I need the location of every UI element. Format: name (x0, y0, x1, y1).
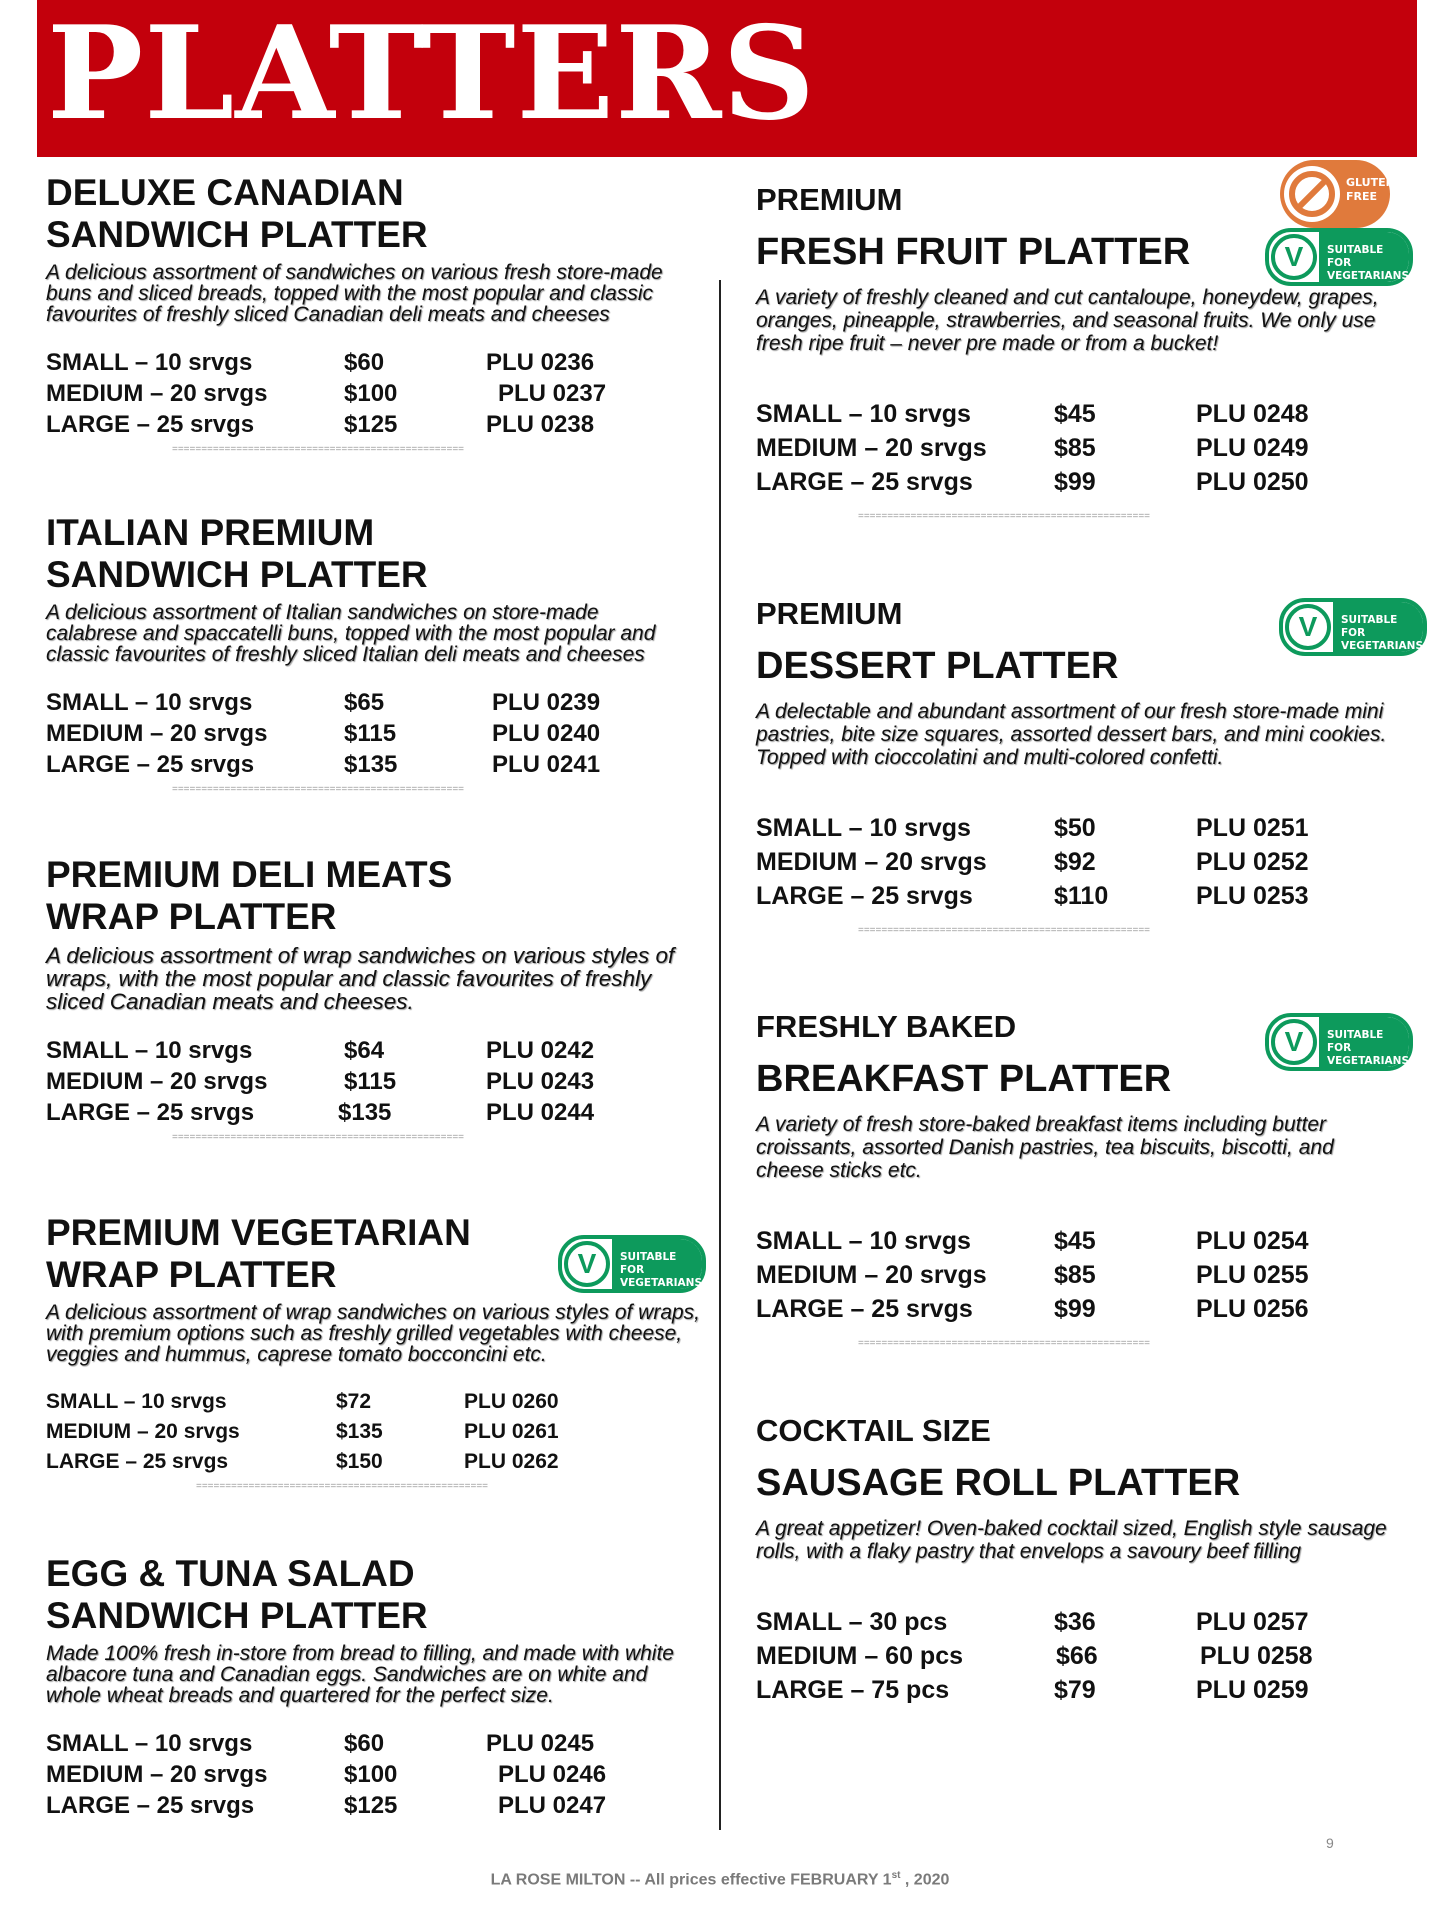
vegetarian-icon: V (1271, 234, 1317, 280)
price-row (46, 347, 706, 378)
price-row (756, 1605, 1416, 1639)
price: $45 (1054, 400, 1096, 428)
column-divider (719, 280, 721, 1830)
price-row (46, 1728, 706, 1759)
price: $100 (344, 380, 398, 407)
price-row (756, 1639, 1416, 1673)
plu-code: PLU 0261 (464, 1420, 559, 1443)
platter-title: ITALIAN PREMIUM (46, 512, 375, 553)
price: $36 (1054, 1608, 1096, 1636)
vegetarian-label (1333, 602, 1423, 652)
size-label: MEDIUM – 20 srvgs (46, 1420, 240, 1443)
price-table (46, 1728, 706, 1821)
size-label: SMALL – 10 srvgs (756, 814, 971, 842)
vegetarian-label (612, 1239, 702, 1289)
price: $60 (344, 1730, 385, 1757)
plu-code: PLU 0262 (464, 1450, 559, 1473)
platter-title: SAUSAGE ROLL PLATTER (756, 1462, 1241, 1504)
separator: ================================================== (172, 786, 464, 794)
plu-code: PLU 0247 (498, 1792, 607, 1819)
size-label: LARGE – 25 srvgs (756, 882, 973, 910)
plu-code: PLU 0237 (498, 380, 607, 407)
plu-code: PLU 0248 (1196, 400, 1309, 428)
vegetarian-icon: V (1271, 1019, 1317, 1065)
price-table (46, 1387, 706, 1477)
size-label: LARGE – 75 pcs (756, 1676, 950, 1704)
platter-description: A delicious assortment of wrap sandwiches on various styles of wraps, with premium options such as freshly grilled vegetables with cheese, veggies and hummus, caprese tomato bocconcini etc. (46, 1301, 701, 1366)
platter-title: WRAP PLATTER (46, 1254, 337, 1295)
price-row (756, 431, 1416, 465)
size-label: SMALL – 10 srvgs (46, 1037, 253, 1064)
footer-note (0, 1870, 1440, 1889)
platter-subtitle: FRESHLY BAKED (756, 1009, 1017, 1044)
plu-code: PLU 0250 (1196, 468, 1309, 496)
size-label: MEDIUM – 20 srvgs (756, 848, 987, 876)
price-row (756, 1224, 1416, 1258)
price: $100 (344, 1761, 398, 1788)
price-table (46, 1035, 706, 1128)
platter-sausage-roll (756, 1413, 1416, 1707)
footer-year: , 2020 (900, 1871, 950, 1889)
gluten-free-line1: GLUTEN (1346, 176, 1395, 189)
price: $110 (1054, 882, 1109, 910)
price: $99 (1054, 468, 1096, 496)
size-label: SMALL – 10 srvgs (46, 1390, 227, 1413)
price: $125 (344, 411, 398, 438)
gluten-free-badge (1280, 160, 1395, 228)
price-table (46, 687, 706, 780)
size-label: MEDIUM – 20 srvgs (46, 1068, 268, 1095)
vegetarian-line1: SUITABLE FOR (1327, 244, 1384, 269)
vegetarian-label (1319, 232, 1409, 282)
plu-code: PLU 0256 (1196, 1295, 1309, 1323)
price-row (756, 1673, 1416, 1707)
size-label: LARGE – 25 srvgs (756, 1295, 973, 1323)
size-label: SMALL – 10 srvgs (46, 1730, 253, 1757)
price-row (46, 1417, 706, 1447)
vegetarian-badge (558, 1235, 706, 1293)
vegetarian-line2: VEGETARIANS (1341, 640, 1424, 652)
page-title: PLATTERS (47, 0, 816, 149)
separator: ================================================== (858, 927, 1150, 935)
vegetarian-line2: VEGETARIANS (1327, 270, 1410, 282)
price-row (756, 397, 1416, 431)
platter-italian-premium (46, 512, 706, 794)
price-row (46, 1066, 706, 1097)
platter-title: EGG & TUNA SALAD (46, 1553, 415, 1594)
platter-description: A delicious assortment of wrap sandwiches on various styles of wraps, with the most popular and classic favourites of freshly sliced Canadian meats and cheeses. (46, 943, 675, 1014)
size-label: MEDIUM – 20 srvgs (756, 434, 987, 462)
platter-title: DESSERT PLATTER (756, 645, 1119, 687)
size-label: SMALL – 10 srvgs (756, 1227, 971, 1255)
price: $85 (1054, 434, 1096, 462)
plu-code: PLU 0251 (1196, 814, 1309, 842)
price: $72 (336, 1390, 372, 1413)
size-label: LARGE – 25 srvgs (46, 1792, 255, 1819)
separator: ================================================== (858, 1340, 1150, 1348)
vegetarian-icon: V (564, 1241, 610, 1287)
size-label: MEDIUM – 20 srvgs (46, 1761, 268, 1788)
price-row (756, 1292, 1416, 1326)
price: $66 (1056, 1642, 1098, 1670)
platter-description: A delicious assortment of sandwiches on various fresh store-made buns and sliced breads, topped with the most popular and classic favourites of freshly sliced Canadian deli meats and cheeses (46, 261, 663, 326)
price-table (756, 397, 1416, 499)
price: $115 (344, 1068, 397, 1095)
price: $79 (1054, 1676, 1096, 1704)
price: $92 (1054, 848, 1096, 876)
plu-code: PLU 0257 (1196, 1608, 1309, 1636)
platter-description: Made 100% fresh in-store from bread to filling, and made with white albacore tuna and Canadian eggs. Sandwiches are on white and whole wheat breads and quartered for the perfect size. (46, 1642, 674, 1707)
separator: ================================================== (858, 513, 1150, 521)
price: $115 (344, 720, 397, 747)
page-number: 9 (1326, 1835, 1334, 1851)
price-row (756, 879, 1416, 913)
price: $135 (344, 751, 398, 778)
platter-title: WRAP PLATTER (46, 896, 337, 937)
price: $85 (1054, 1261, 1096, 1289)
platter-subtitle: PREMIUM (756, 596, 903, 631)
platter-egg-tuna (46, 1553, 706, 1821)
footer-text: LA ROSE MILTON -- All prices effective FEBRUARY 1 (490, 1871, 892, 1889)
platter-description: A great appetizer! Oven-baked cocktail sized, English style sausage rolls, with a flaky pastry that envelops a savoury beef filling (756, 1517, 1387, 1563)
platter-description: A delicious assortment of Italian sandwiches on store-made calabrese and spaccatelli buns, topped with the most popular and classic favourites of freshly sliced Italian deli meats and cheeses (46, 601, 656, 666)
platter-title: SANDWICH PLATTER (46, 214, 428, 255)
price: $64 (344, 1037, 385, 1064)
size-label: SMALL – 10 srvgs (46, 689, 253, 716)
vegetarian-line1: SUITABLE FOR (1327, 1029, 1384, 1054)
plu-code: PLU 0255 (1196, 1261, 1309, 1289)
price-row (46, 1759, 706, 1790)
vegetarian-line1: SUITABLE FOR (1341, 614, 1398, 639)
plu-code: PLU 0249 (1196, 434, 1309, 462)
price-row (46, 1387, 706, 1417)
gluten-free-label (1346, 176, 1395, 204)
plu-code: PLU 0240 (492, 720, 601, 747)
price: $150 (336, 1450, 383, 1473)
vegetarian-icon: V (1285, 604, 1331, 650)
platter-title: PREMIUM VEGETARIAN (46, 1212, 471, 1253)
plu-code: PLU 0241 (492, 751, 601, 778)
vegetarian-line2: VEGETARIANS (1327, 1055, 1410, 1067)
vegetarian-label (1319, 1017, 1409, 1067)
price: $60 (344, 349, 385, 376)
price-row (756, 845, 1416, 879)
size-label: MEDIUM – 60 pcs (756, 1642, 964, 1670)
platter-subtitle: PREMIUM (756, 182, 903, 217)
size-label: MEDIUM – 20 srvgs (756, 1261, 987, 1289)
platter-title: FRESH FRUIT PLATTER (756, 231, 1191, 273)
plu-code: PLU 0243 (486, 1068, 595, 1095)
plu-code: PLU 0245 (486, 1730, 595, 1757)
vegetarian-badge (1279, 598, 1427, 656)
plu-code: PLU 0236 (486, 349, 595, 376)
price-row (756, 465, 1416, 499)
separator: ================================================== (172, 1134, 464, 1142)
price: $135 (338, 1099, 392, 1126)
price-row (756, 1258, 1416, 1292)
platter-deli-meats-wrap (46, 854, 706, 1142)
plu-code: PLU 0252 (1196, 848, 1309, 876)
size-label: SMALL – 30 pcs (756, 1608, 948, 1636)
platter-title: SANDWICH PLATTER (46, 554, 428, 595)
price-table (46, 347, 706, 440)
size-label: SMALL – 10 srvgs (756, 400, 971, 428)
gluten-free-line2: FREE (1346, 190, 1378, 203)
price-row (46, 409, 706, 440)
platter-title: DELUXE CANADIAN (46, 172, 404, 213)
plu-code: PLU 0253 (1196, 882, 1309, 910)
vegetarian-badge (1265, 228, 1413, 286)
price-table (756, 811, 1416, 913)
size-label: LARGE – 25 srvgs (756, 468, 973, 496)
price: $99 (1054, 1295, 1096, 1323)
plu-code: PLU 0258 (1200, 1642, 1313, 1670)
price-row (46, 378, 706, 409)
separator: ================================================== (196, 1483, 488, 1491)
price-row (46, 1097, 706, 1128)
size-label: LARGE – 25 srvgs (46, 411, 255, 438)
platter-subtitle: COCKTAIL SIZE (756, 1413, 991, 1448)
price: $45 (1054, 1227, 1096, 1255)
size-label: MEDIUM – 20 srvgs (46, 720, 268, 747)
platter-deluxe-canadian (46, 172, 706, 454)
vegetarian-badge (1265, 1013, 1413, 1071)
size-label: MEDIUM – 20 srvgs (46, 380, 268, 407)
plu-code: PLU 0238 (486, 411, 595, 438)
price-row (46, 1790, 706, 1821)
footer-superscript: st (891, 1870, 901, 1881)
size-label: SMALL – 10 srvgs (46, 349, 253, 376)
platter-title: SANDWICH PLATTER (46, 1595, 428, 1636)
platter-title: PREMIUM DELI MEATS (46, 854, 453, 895)
price-row (46, 1447, 706, 1477)
plu-code: PLU 0260 (464, 1390, 559, 1413)
gluten-free-icon (1284, 166, 1340, 222)
platter-description: A variety of fresh store-baked breakfast items including butter croissants, assorted Danish pastries, tea biscuits, biscotti, and cheese sticks etc. (756, 1113, 1334, 1182)
size-label: LARGE – 25 srvgs (46, 1450, 229, 1473)
platter-description: A delectable and abundant assortment of our fresh store-made mini pastries, bite size squares, assorted dessert bars, and mini cookies. Topped with cioccolatini and multi-colored confetti. (756, 700, 1387, 769)
separator: ================================================== (172, 446, 464, 454)
platter-title: BREAKFAST PLATTER (756, 1058, 1172, 1100)
platter-description: A variety of freshly cleaned and cut cantaloupe, honeydew, grapes, oranges, pineapple, strawberries, and seasonal fruits. We only use fresh ripe fruit – never pre made or from a bucket! (756, 286, 1379, 355)
price-table (756, 1224, 1416, 1326)
size-label: LARGE – 25 srvgs (46, 751, 255, 778)
header-banner (37, 0, 1417, 157)
price: $50 (1054, 814, 1096, 842)
price-row (46, 718, 706, 749)
plu-code: PLU 0244 (486, 1099, 595, 1126)
plu-code: PLU 0259 (1196, 1676, 1309, 1704)
price-row (756, 811, 1416, 845)
size-label: LARGE – 25 srvgs (46, 1099, 255, 1126)
price: $135 (336, 1420, 383, 1443)
vegetarian-line2: VEGETARIANS (620, 1277, 703, 1289)
price: $125 (344, 1792, 398, 1819)
plu-code: PLU 0254 (1196, 1227, 1309, 1255)
price-row (46, 687, 706, 718)
plu-code: PLU 0239 (492, 689, 601, 716)
price-table (756, 1605, 1416, 1707)
vegetarian-line1: SUITABLE FOR (620, 1251, 677, 1276)
plu-code: PLU 0246 (498, 1761, 607, 1788)
plu-code: PLU 0242 (486, 1037, 595, 1064)
price-row (46, 749, 706, 780)
price-row (46, 1035, 706, 1066)
price: $65 (344, 689, 385, 716)
